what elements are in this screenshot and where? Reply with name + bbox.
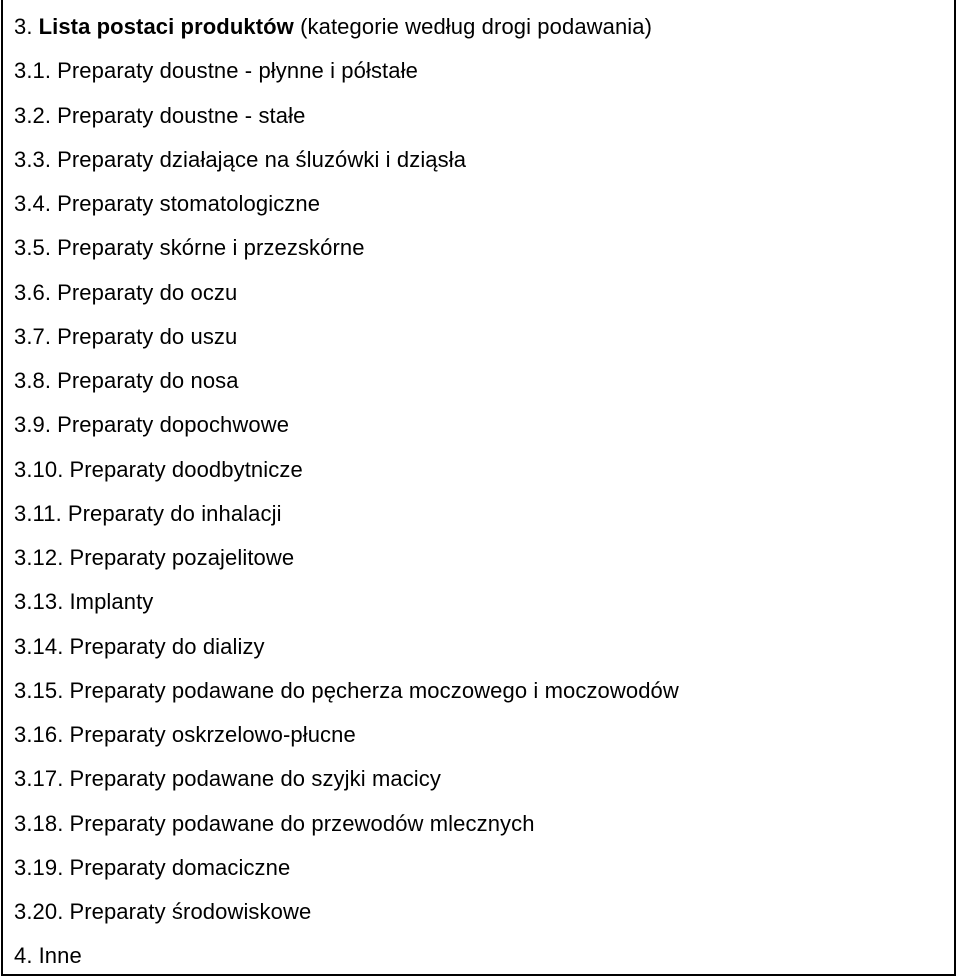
item-number: 3.8. — [14, 368, 52, 393]
item-number: 3.12. — [14, 545, 64, 570]
footer-label: Inne — [38, 943, 82, 969]
item-number: 3.15. — [14, 677, 64, 703]
list-item — [14, 94, 679, 138]
item-number: 3.7. — [14, 323, 52, 349]
section-heading — [14, 5, 679, 49]
item-label: Preparaty do uszu — [57, 323, 238, 349]
footer-number: 4. — [14, 943, 33, 969]
list-item — [14, 138, 679, 182]
item-number: 3.18. — [14, 810, 64, 836]
list-item — [14, 757, 679, 801]
item-label: Preparaty do nosa — [57, 368, 239, 393]
item-label: Preparaty podawane do pęcherza moczowego i moczowodów — [69, 677, 679, 703]
item-label: Preparaty doustne - płynne i półstałe — [57, 58, 418, 84]
list-item — [14, 580, 679, 624]
list-item — [14, 182, 679, 226]
list-item — [14, 226, 679, 270]
item-label: Preparaty do oczu — [57, 279, 238, 305]
item-label: Preparaty domaciczne — [69, 854, 291, 880]
list-item — [14, 669, 679, 713]
document-frame — [1, 0, 956, 976]
item-number: 3.4. — [14, 191, 52, 216]
item-number: 3.6. — [14, 279, 52, 305]
item-label: Preparaty do dializy — [69, 633, 265, 659]
item-label: Preparaty podawane do przewodów mlecznych — [69, 810, 535, 836]
item-label: Preparaty pozajelitowe — [69, 545, 295, 570]
list-item — [14, 492, 679, 536]
item-label: Preparaty skórne i przezskórne — [57, 235, 365, 261]
list-item — [14, 49, 679, 93]
list-item — [14, 846, 679, 890]
item-number: 3.10. — [14, 456, 64, 482]
item-label: Preparaty doodbytnicze — [69, 456, 303, 482]
item-number: 3.13. — [14, 589, 64, 615]
list-item — [14, 625, 679, 669]
item-number: 3.17. — [14, 766, 64, 792]
item-label: Preparaty doustne - stałe — [57, 102, 306, 128]
item-number: 3.16. — [14, 722, 64, 747]
list-item — [14, 713, 679, 757]
item-label: Preparaty podawane do szyjki macicy — [69, 766, 441, 792]
list-item — [14, 271, 679, 315]
item-label: Preparaty działające na śluzówki i dziąsła — [57, 146, 467, 172]
section-subtitle: (kategorie według drogi podawania) — [300, 14, 653, 39]
item-number: 3.3. — [14, 146, 52, 172]
footer-item — [14, 934, 679, 978]
section-number: 3. — [14, 14, 33, 39]
list-item — [14, 448, 679, 492]
item-label: Preparaty oskrzelowo-płucne — [69, 722, 356, 747]
item-number: 3.20. — [14, 899, 64, 924]
item-number: 3.1. — [14, 58, 52, 84]
list-item — [14, 890, 679, 934]
category-list — [14, 5, 679, 979]
item-number: 3.14. — [14, 633, 64, 659]
section-title: Lista postaci produktów — [38, 14, 294, 39]
item-label: Preparaty dopochwowe — [57, 412, 290, 438]
list-item — [14, 536, 679, 580]
list-item — [14, 315, 679, 359]
item-label: Preparaty środowiskowe — [69, 899, 312, 924]
list-item — [14, 802, 679, 846]
item-number: 3.9. — [14, 412, 52, 438]
item-label: Implanty — [69, 589, 154, 615]
item-number: 3.5. — [14, 235, 52, 261]
list-item — [14, 403, 679, 447]
item-label: Preparaty stomatologiczne — [57, 191, 321, 216]
item-number: 3.19. — [14, 854, 64, 880]
item-number: 3.11. — [14, 500, 62, 526]
item-number: 3.2. — [14, 102, 52, 128]
list-item — [14, 359, 679, 403]
item-label: Preparaty do inhalacji — [67, 500, 282, 526]
